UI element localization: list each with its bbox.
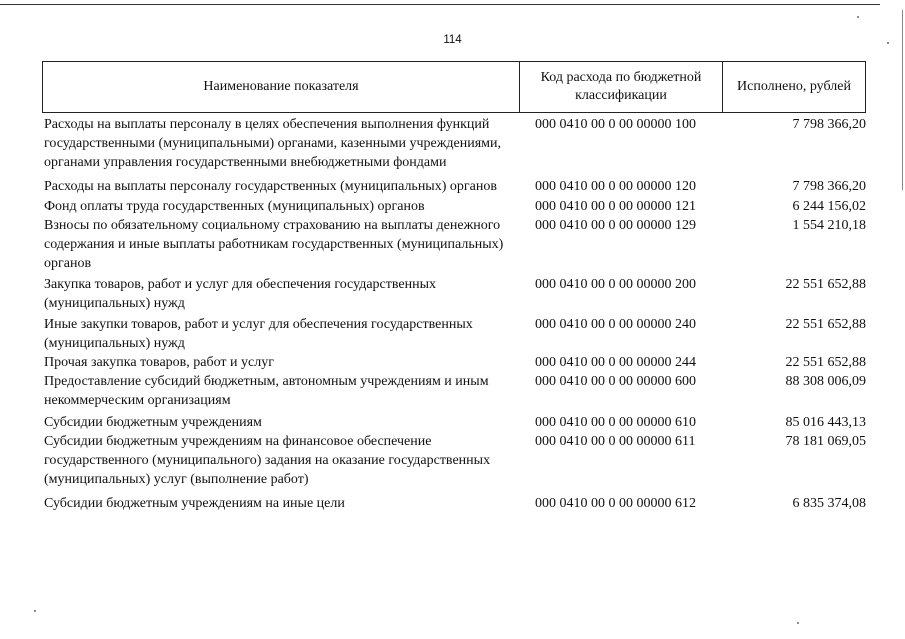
row-amount: 6 835 374,08 [792,496,866,511]
table-row [44,197,866,216]
table-row [44,115,866,172]
row-name: Фонд оплаты труда государственных (муниципальных) органов [44,199,425,214]
header-name: Наименование показателя [43,62,520,112]
scan-speck [857,16,859,18]
table-row [44,315,866,353]
table-row [44,432,866,489]
row-amount: 7 798 366,20 [792,179,866,194]
row-amount: 88 308 006,09 [785,374,866,389]
scan-speck [34,610,36,612]
row-code: 000 0410 00 0 00 00000 244 [535,355,696,370]
table-row [44,372,866,410]
row-name: Субсидии бюджетным учреждениям [44,415,262,430]
row-name: Расходы на выплаты персоналу государственных (муниципальных) органов [44,179,497,194]
table-body [44,115,866,513]
row-name: Иные закупки товаров, работ и услуг для обеспечения государственных (муниципальных) нужд [44,317,473,351]
row-amount: 78 181 069,05 [785,434,866,449]
scan-top-border [0,4,880,5]
row-name: Предоставление субсидий бюджетным, автономным учреждениям и иным некоммерческим организациям [44,374,489,408]
row-code: 000 0410 00 0 00 00000 610 [535,415,696,430]
row-amount: 85 016 443,13 [785,415,866,430]
row-amount: 6 244 156,02 [792,199,866,214]
row-name: Взносы по обязательному социальному страхованию на выплаты денежного содержания и иные выплаты работникам государственных (муниципальных) органов [44,218,504,271]
row-code: 000 0410 00 0 00 00000 100 [535,117,696,132]
table-row [44,216,866,273]
table-row [44,494,866,513]
row-amount: 7 798 366,20 [792,117,866,132]
row-code: 000 0410 00 0 00 00000 121 [535,199,696,214]
row-code: 000 0410 00 0 00 00000 600 [535,374,696,389]
row-code: 000 0410 00 0 00 00000 120 [535,179,696,194]
row-name: Прочая закупка товаров, работ и услуг [44,355,274,370]
row-amount: 1 554 210,18 [792,218,866,233]
scan-speck [797,622,799,624]
table-row [44,177,866,196]
table-row [44,275,866,313]
row-code: 000 0410 00 0 00 00000 200 [535,277,696,292]
header-code: Код расхода по бюджетной классификации [520,62,723,112]
row-amount: 22 551 652,88 [785,355,866,370]
table-header [42,61,866,113]
row-name: Закупка товаров, работ и услуг для обеспечения государственных (муниципальных) нужд [44,277,437,311]
row-name: Субсидии бюджетным учреждениям на иные цели [44,496,345,511]
row-name: Расходы на выплаты персоналу в целях обеспечения выполнения функций государственными (муниципальными) органами, казенными учреждениями, органами управления государственными внебюджетными фондами [44,117,501,170]
row-code: 000 0410 00 0 00 00000 611 [535,434,696,449]
table-row [44,413,866,432]
row-amount: 22 551 652,88 [785,277,866,292]
row-code: 000 0410 00 0 00 00000 240 [535,317,696,332]
row-code: 000 0410 00 0 00 00000 129 [535,218,696,233]
table-row [44,353,866,372]
header-amount: Исполнено, рублей [737,79,851,94]
row-code: 000 0410 00 0 00 00000 612 [535,496,696,511]
row-name: Субсидии бюджетным учреждениям на финансовое обеспечение государственного (муниципального) задания на оказание государственных (муниципальных) услуг (выполнение работ) [44,434,491,487]
page-number: 114 [443,34,462,46]
row-amount: 22 551 652,88 [785,317,866,332]
